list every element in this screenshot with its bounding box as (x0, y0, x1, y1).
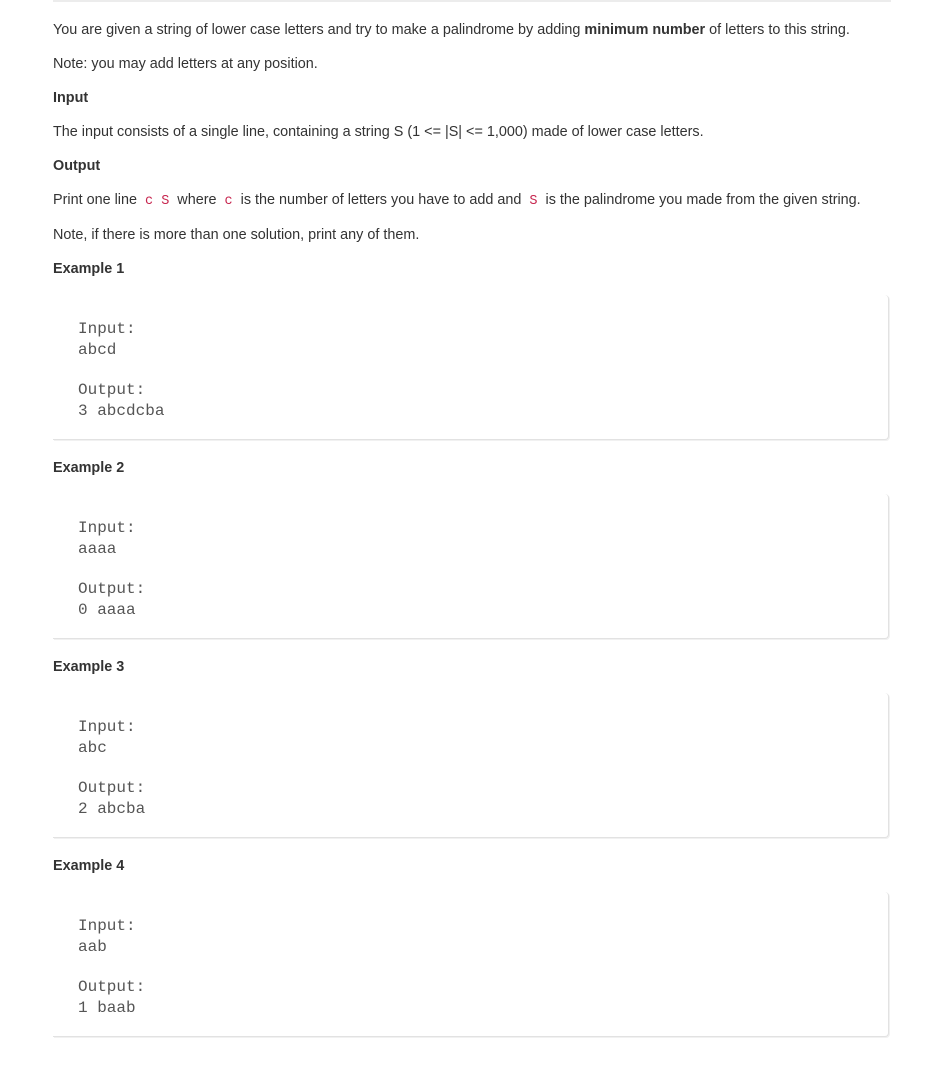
example-4 (53, 858, 891, 1037)
example-output-value: 2 abcba (78, 799, 146, 818)
intro-paragraph (53, 22, 891, 39)
example-output-value: 3 abcdcba (78, 401, 165, 420)
example-input-label: Input: (78, 718, 136, 736)
intro-text: You are given a string of lower case letters and try to make a palindrome by adding (53, 22, 585, 38)
example-2 (53, 460, 891, 639)
output-heading: Output (53, 158, 101, 174)
example-code-block (53, 892, 889, 1037)
intro-text-end: of letters to this string. (705, 22, 850, 38)
output-text-3: is the number of letters you have to add and (236, 192, 526, 208)
problem-statement (53, 22, 891, 1057)
example-input-label: Input: (78, 320, 136, 338)
note-position: Note: you may add letters at any position. (53, 56, 318, 72)
input-heading: Input (53, 90, 89, 106)
top-divider (53, 0, 891, 2)
output-text-4: is the palindrome you made from the given string. (541, 192, 861, 208)
output-text-1: Print one line (53, 192, 141, 208)
example-input-value: aab (78, 937, 107, 956)
example-output-label: Output: (78, 779, 146, 797)
input-description: The input consists of a single line, containing a string S (1 <= |S| <= 1,000) made of lower case letters. (53, 124, 704, 140)
example-code-block (53, 295, 889, 440)
example-input-value: aaaa (78, 539, 117, 558)
example-input-value: abc (78, 738, 107, 757)
example-title: Example 3 (53, 659, 125, 675)
example-output-label: Output: (78, 381, 146, 399)
example-output-label: Output: (78, 978, 146, 996)
example-code-block (53, 693, 889, 838)
example-input-label: Input: (78, 917, 136, 935)
inline-code-s: S (529, 194, 538, 209)
example-output-value: 1 baab (78, 998, 136, 1017)
output-description (53, 192, 891, 210)
inline-code-c-s: c S (145, 194, 170, 209)
example-title: Example 1 (53, 261, 125, 277)
output-text-2: where (173, 192, 221, 208)
example-1 (53, 261, 891, 440)
example-code-block (53, 494, 889, 639)
example-output-value: 0 aaaa (78, 600, 136, 619)
intro-bold-text: minimum number (584, 22, 706, 38)
inline-code-c: c (224, 194, 233, 209)
example-output-label: Output: (78, 580, 146, 598)
note-multiple-solutions: Note, if there is more than one solution, print any of them. (53, 227, 420, 243)
example-input-label: Input: (78, 519, 136, 537)
example-title: Example 2 (53, 460, 125, 476)
example-title: Example 4 (53, 858, 125, 874)
example-3 (53, 659, 891, 838)
example-input-value: abcd (78, 340, 117, 359)
